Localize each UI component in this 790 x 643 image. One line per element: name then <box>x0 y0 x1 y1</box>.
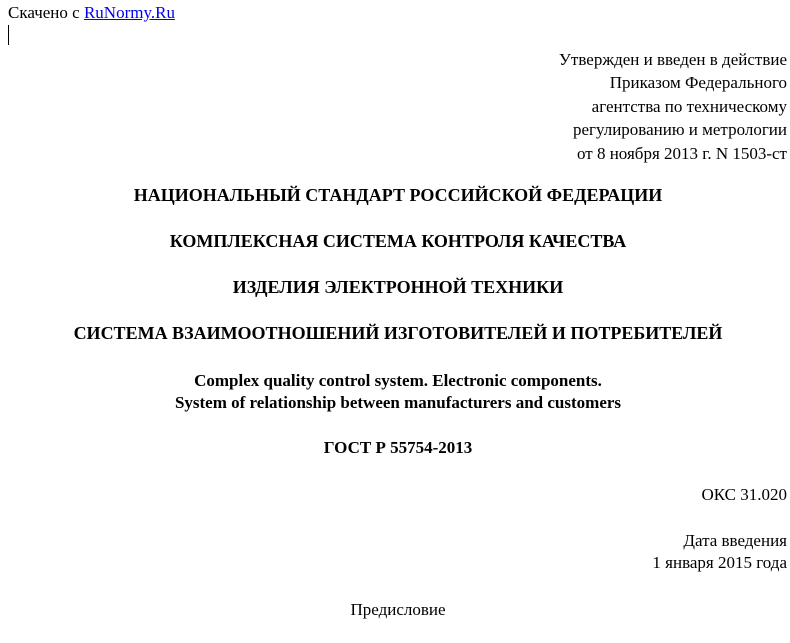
title-line-1: КОМПЛЕКСНАЯ СИСТЕМА КОНТРОЛЯ КАЧЕСТВА <box>169 231 627 251</box>
english-title-line: System of relationship between manufacturers and customers <box>174 393 622 412</box>
text-cursor <box>8 25 9 45</box>
title-line-2: ИЗДЕЛИЯ ЭЛЕКТРОННОЙ ТЕХНИКИ <box>232 277 564 297</box>
introduction-date-label: Дата введения <box>683 531 787 550</box>
runormy-link[interactable]: RuNormy.Ru <box>83 3 175 22</box>
approval-line: Утвержден и введен в действие <box>558 50 787 69</box>
introduction-date <box>652 530 787 574</box>
approval-line: регулированию и метрологии <box>572 120 787 140</box>
approval-line: от 8 ноября 2013 г. N 1503-ст <box>577 143 787 163</box>
standard-number: ГОСТ Р 55754-2013 <box>323 438 473 457</box>
section-title-foreword: Предисловие <box>350 600 446 619</box>
source-line <box>8 3 175 23</box>
approval-line: агентства по техническому <box>591 96 787 116</box>
title-line-3: СИСТЕМА ВЗАИМООТНОШЕНИЙ ИЗГОТОВИТЕЛЕЙ И ПОТРЕБИТЕЛЕЙ <box>73 323 723 343</box>
national-standard-heading: НАЦИОНАЛЬНЫЙ СТАНДАРТ РОССИЙСКОЙ ФЕДЕРАЦИИ <box>133 185 663 205</box>
approval-line: Приказом Федерального <box>609 73 787 93</box>
introduction-date-value: 1 января 2015 года <box>652 553 787 572</box>
english-title-line: Complex quality control system. Electronic components. <box>194 371 602 390</box>
oks-code: ОКС 31.020 <box>701 485 787 504</box>
approval-block <box>559 48 787 165</box>
english-title <box>0 370 790 414</box>
source-prefix: Скачено с <box>8 3 80 22</box>
